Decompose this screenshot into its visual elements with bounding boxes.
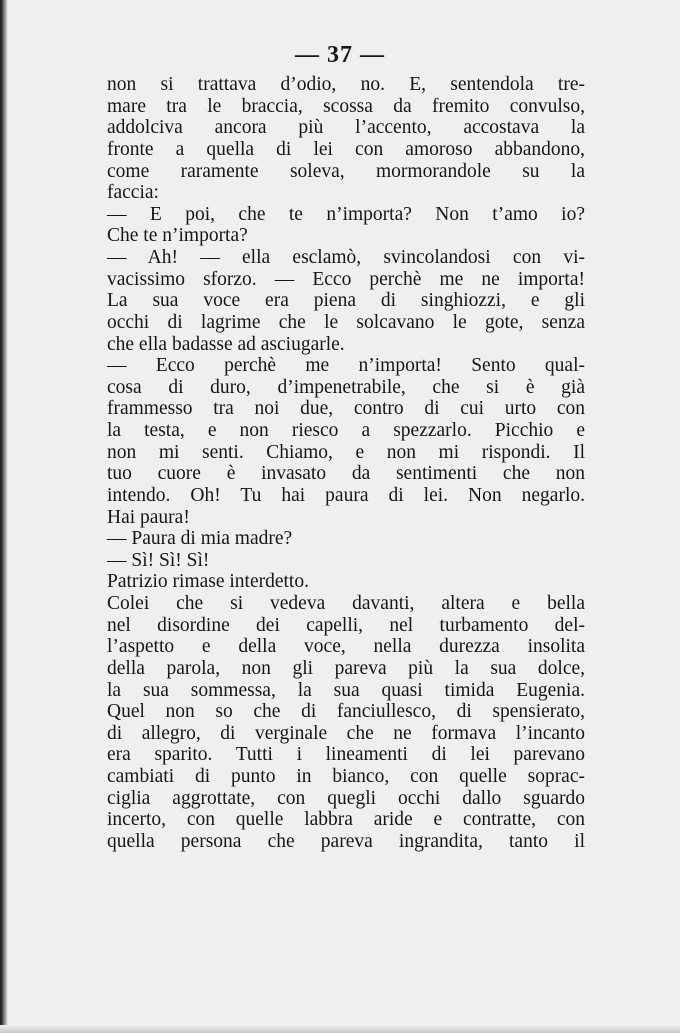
- page-bottom-edge: [0, 1025, 680, 1033]
- text-line: Che te n’importa?: [107, 225, 248, 247]
- text-line: intendo. Oh! Tu hai paura di lei. Non negarlo.: [107, 484, 585, 506]
- text-line: la testa, e non riesco a spezzarlo. Picchio e: [107, 420, 585, 441]
- text-line: cosa di duro, d’impenetrabile, che si è già: [107, 376, 585, 398]
- text-line: la sua sommessa, la sua quasi timida Eugenia.: [107, 679, 585, 701]
- text-line: era sparito. Tutti i lineamenti di lei parevano: [107, 744, 585, 766]
- text-line: di allegro, di verginale che ne formava l’incanto: [107, 722, 585, 744]
- text-line: cambiati di punto in bianco, con quelle soprac-: [107, 766, 585, 787]
- page-binding-edge: [0, 0, 8, 1033]
- text-line: che ella badasse ad asciugarle.: [107, 333, 345, 355]
- text-line: — Paura di mia madre?: [107, 528, 293, 550]
- text-line: addolciva ancora più l’accento, accostava la: [107, 117, 585, 139]
- text-line: Quel non so che di fanciullesco, di spensierato,: [107, 701, 585, 723]
- text-line: l’aspetto e della voce, nella durezza insolita: [107, 636, 585, 658]
- text-line: Patrizio rimase interdetto.: [107, 571, 309, 593]
- text-line: incerto, con quelle labbra aride e contratte, con: [107, 809, 585, 831]
- text-line: non si trattava d’odio, no. E, sentendola tre-: [107, 74, 585, 95]
- text-line: — Ecco perchè me n’importa! Sento qual-: [107, 355, 585, 377]
- text-line: vacissimo sforzo. — Ecco perchè me ne importa!: [107, 268, 585, 290]
- text-line: non mi senti. Chiamo, e non mi rispondi. Il: [107, 441, 585, 463]
- text-line: tuo cuore è invasato da sentimenti che non: [107, 463, 585, 485]
- text-line: — Sì! Sì! Sì!: [107, 549, 210, 571]
- text-line: Colei che si vedeva davanti, altera e bella: [107, 593, 585, 614]
- text-line: come raramente soleva, mormorandole su la: [107, 160, 585, 182]
- text-line: ciglia aggrottate, con quegli occhi dallo sguardo: [107, 787, 585, 809]
- text-line: mare tra le braccia, scossa da fremito convulso,: [107, 95, 585, 117]
- page-number: — 37 —: [295, 42, 385, 68]
- text-line: Hai paura!: [107, 506, 190, 528]
- text-line: nel disordine dei capelli, nel turbamento del-: [107, 614, 585, 636]
- text-line: quella persona che pareva ingrandita, tanto il: [107, 830, 585, 852]
- text-line: — Ah! — ella esclamò, svincolandosi con vi-: [107, 247, 585, 268]
- text-line: faccia:: [107, 182, 159, 204]
- text-line: occhi di lagrime che le solcavano le gote, senza: [107, 311, 585, 333]
- text-line: fronte a quella di lei con amoroso abbandono,: [107, 138, 585, 160]
- text-line: — E poi, che te n’importa? Non t’amo io?: [107, 203, 585, 225]
- body-text: [107, 74, 585, 853]
- text-line: frammesso tra noi due, contro di cui urto con: [107, 398, 585, 420]
- text-line: La sua voce era piena di singhiozzi, e gli: [107, 290, 585, 312]
- text-line: della parola, non gli pareva più la sua dolce,: [107, 657, 585, 679]
